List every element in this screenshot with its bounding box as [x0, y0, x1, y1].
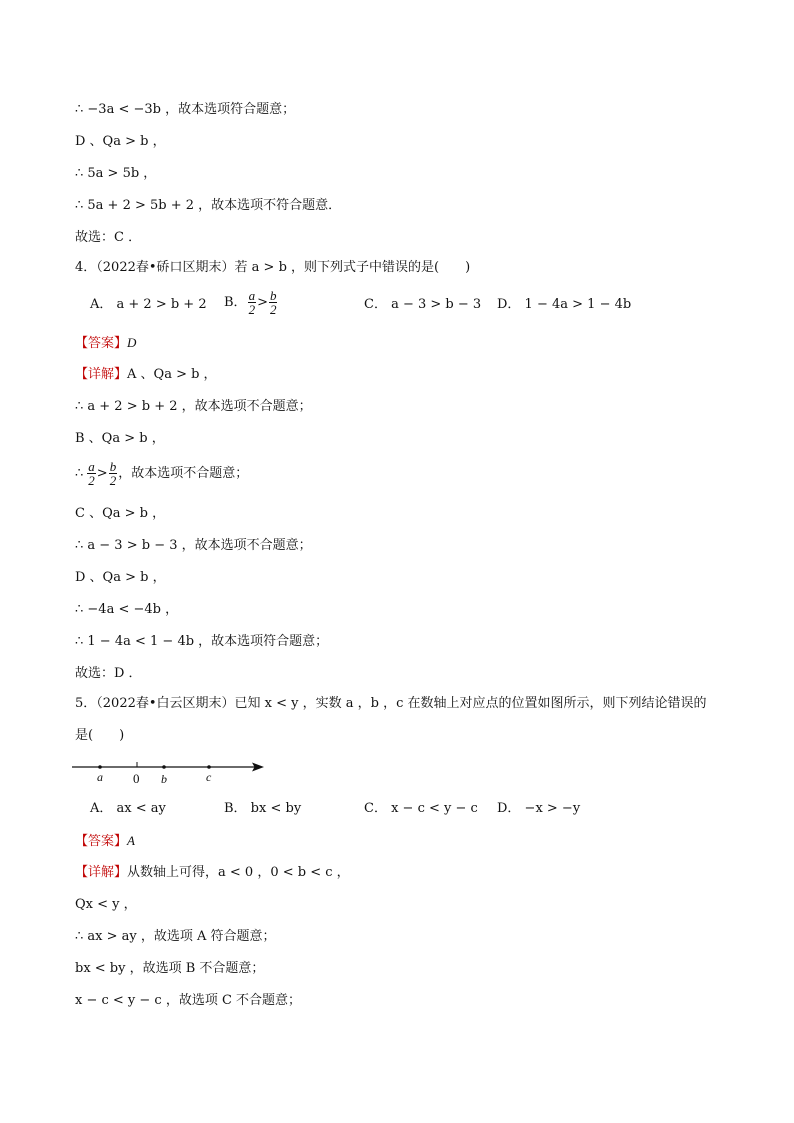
label-c: c — [206, 770, 212, 784]
solution-line: ∴ ax > ay ，故选项 A 符合题意； — [75, 929, 276, 944]
solution-line: ∴ −4a < −4b ， — [75, 602, 179, 617]
label-zero: 0 — [133, 771, 140, 786]
solution-line: B 、Qa > b ， — [75, 431, 165, 446]
solution-line — [75, 460, 248, 487]
point-b — [162, 765, 166, 769]
solution-line: x − c < y − c ，故选项 C 不合题意； — [75, 993, 302, 1008]
question-5-stem-cont: 是( ) — [75, 728, 125, 743]
q4-option-b-frac2 — [269, 289, 278, 316]
q4-option-b-frac1 — [248, 289, 257, 316]
label-b: b — [161, 772, 167, 786]
frac-denominator: 2 — [109, 473, 117, 488]
fraction-b-over-2 — [109, 460, 118, 487]
q4-option-c: C． a − 3 > b − 3 — [364, 297, 482, 312]
q5-option-b: B． bx < by — [224, 801, 302, 816]
q4-option-b — [224, 289, 278, 316]
q5-answer — [75, 832, 135, 851]
frac-numerator: a — [88, 459, 95, 474]
q4-option-b-prefix: B． — [224, 294, 247, 310]
detail-text: A 、Qa > b ， — [127, 367, 217, 382]
solution-line: ∴ a − 3 > b − 3 ，故本选项不合题意； — [75, 538, 312, 553]
greater-than: > — [96, 465, 108, 481]
q4-option-d: D． 1 − 4a > 1 − 4b — [497, 297, 632, 312]
solution-line: 故选：D ． — [75, 666, 142, 681]
therefore-symbol: ∴ — [75, 465, 84, 481]
detail-tag: 【详解】 — [75, 367, 128, 382]
question-5-stem: 5．（2022春•白云区期末）已知 x < y ，实数 a ，b ，c 在数轴上对应点的位置如图所示，则下列结论错误的 — [75, 696, 707, 711]
detail-text: 从数轴上可得，a < 0 ，0 < b < c ， — [127, 865, 350, 880]
solution-line: ∴ a + 2 > b + 2 ，故本选项不合题意； — [75, 399, 312, 414]
frac-denominator: 2 — [269, 302, 277, 317]
frac-numerator: a — [248, 288, 256, 303]
question-4-stem: 4．（2022春•硚口区期末）若 a > b ，则下列式子中错误的是( ) — [75, 260, 471, 275]
solution-line: C 、Qa > b ， — [75, 506, 166, 521]
frac-denominator: 2 — [88, 473, 95, 488]
solution-line: ∴ −3a < −3b ，故本选项符合题意； — [75, 102, 296, 117]
frac-numerator: b — [109, 459, 117, 474]
q4-option-a: A． a + 2 > b + 2 — [90, 297, 207, 312]
label-a: a — [97, 770, 103, 784]
point-a — [98, 765, 102, 769]
solution-line: ∴ 1 − 4a < 1 − 4b ，故本选项符合题意； — [75, 634, 329, 649]
answer-value: D — [127, 335, 137, 350]
q5-detail — [75, 864, 350, 882]
answer-value: A — [127, 833, 135, 848]
greater-than: > — [257, 294, 268, 310]
answer-tag: 【答案】 — [75, 834, 128, 849]
solution-line: 故选：C ． — [75, 230, 142, 245]
solution-line: D 、Qa > b ， — [75, 134, 166, 149]
detail-tag: 【详解】 — [75, 865, 128, 880]
solution-line: ∴ 5a + 2 > 5b + 2 ，故本选项不符合题意． — [75, 198, 342, 213]
solution-line: Qx < y ， — [75, 897, 137, 912]
point-c — [207, 765, 211, 769]
frac-numerator: b — [269, 288, 277, 303]
solution-line: D 、Qa > b ， — [75, 570, 166, 585]
solution-line: bx < by ，故选项 B 不合题意； — [75, 961, 265, 976]
q4-detail — [75, 366, 217, 384]
frac-denominator: 2 — [248, 302, 256, 317]
q5-option-a: A． ax < ay — [90, 801, 166, 816]
q5-option-d: D． −x > −y — [497, 801, 581, 816]
q4-answer — [75, 334, 136, 353]
answer-tag: 【答案】 — [75, 336, 128, 351]
solution-line: ∴ 5a > 5b ， — [75, 166, 157, 181]
line-suffix: ，故本选项不合题意； — [118, 465, 249, 481]
fraction-a-over-2 — [87, 460, 96, 487]
q5-option-c: C． x − c < y − c — [364, 801, 478, 816]
number-line-figure — [70, 758, 270, 788]
